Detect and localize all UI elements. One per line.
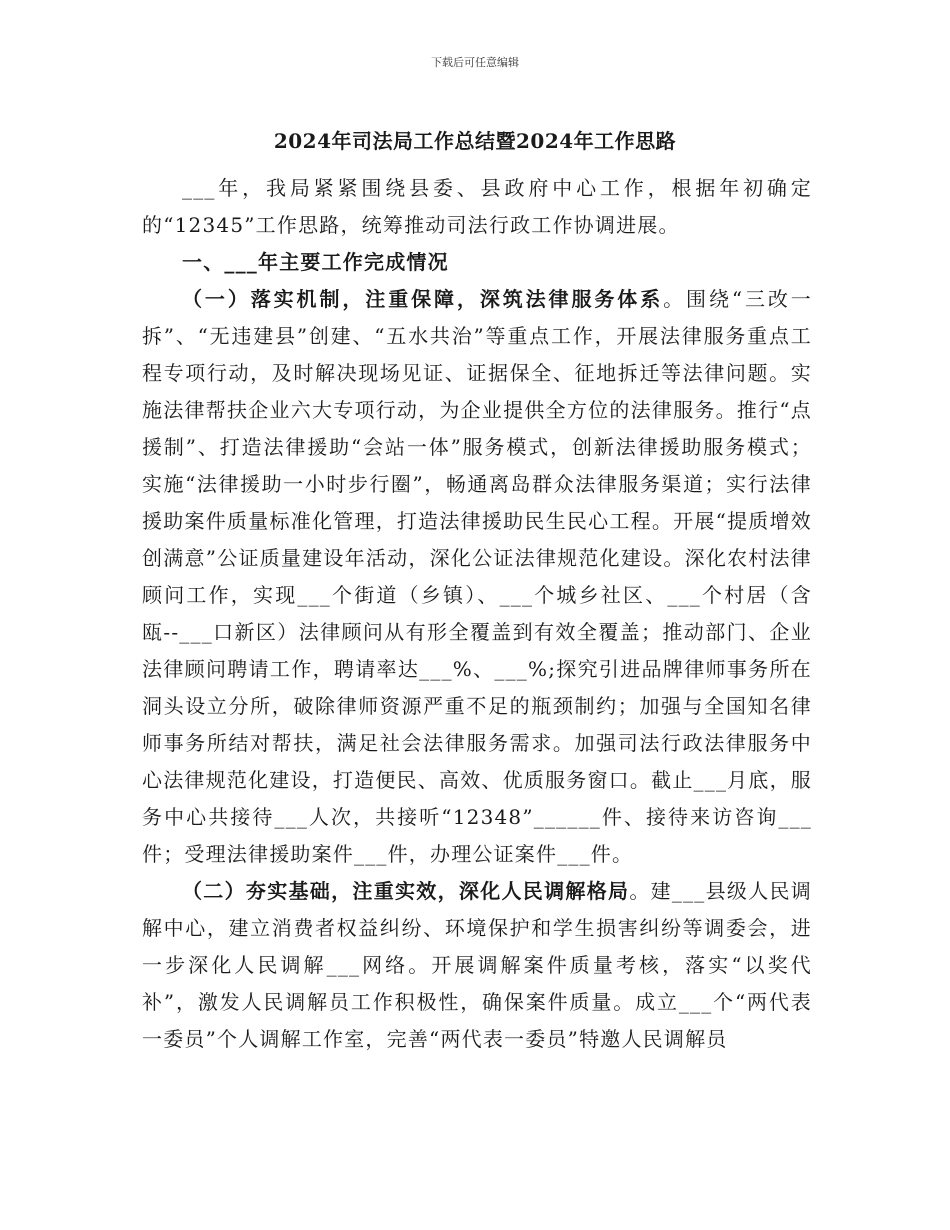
subsection-1-text: 。围绕“三改一拆”、“无违建县”创建、“五水共治”等重点工作，开展法律服务重点工程专项行动，及时解决现场见证、证据保全、征地拆迁等法律问题。实施法律帮扶企业六大专项行动，为企业提供全方位的法律服务。推行“点援制”、打造法律援助“会站一体”服务模式，创新法律援助服务模式；实施“法律援助一小时步行圈”，畅通离岛群众法律服务渠道；实行法律援助案件质量标准化管理，打造法律援助民生民心工程。开展“提质增效创满意”公证质量建设年活动，深化公证法律规范化建设。深化农村法律顾问工作，实现___个街道（乡镇）、___个城乡社区、___个村居（含瓯--___口新区）法律顾问从有形全覆盖到有效全覆盖；推动部门、企业法律顾问聘请工作，聘请率达___%、___%;探究引进品牌律师事务所在洞头设立分所，破除律师资源严重不足的瓶颈制约；加强与全国知名律师事务所结对帮扶，满足社会法律服务需求。加强司法行政法律服务中心法律规范化建设，打造便民、高效、优质服务窗口。截止___月底，服务中心共接待___人次，共接听“12348”______件、接待来访咨询___件；受理法律援助案件___件，办理公证案件___件。 [142,287,813,866]
subsection-2-text: 。建___县级人民调解中心，建立消费者权益纠纷、环境保护和学生损害纠纷等调委会，进一步深化人民调解___网络。开展调解案件质量考核，落实“以奖代补”，激发人民调解员工作积极性，确保案件质量。成立___个“两代表一委员”个人调解工作室，完善“两代表一委员”特邀人民调解员 [142,879,813,1051]
paragraph-subsection-1 [142,281,812,873]
subsection-1-heading: （一）落实机制，注重保障，深筑法律服务体系 [182,287,664,311]
page-header-note: 下载后可任意编辑 [431,56,519,69]
intro-paragraph: ___年，我局紧紧围绕县委、县政府中心工作，根据年初确定的“12345”工作思路，统筹推动司法行政工作协调进展。 [142,176,812,237]
subsection-2-heading: （二）夯实基础，注重实效，深化人民调解格局 [182,879,630,903]
paragraph-subsection-2 [142,873,812,1058]
document-title: 2024年司法局工作总结暨2024年工作思路 [273,129,677,153]
document-body [142,170,812,1058]
section-heading: 一、___年主要工作完成情况 [182,250,449,274]
